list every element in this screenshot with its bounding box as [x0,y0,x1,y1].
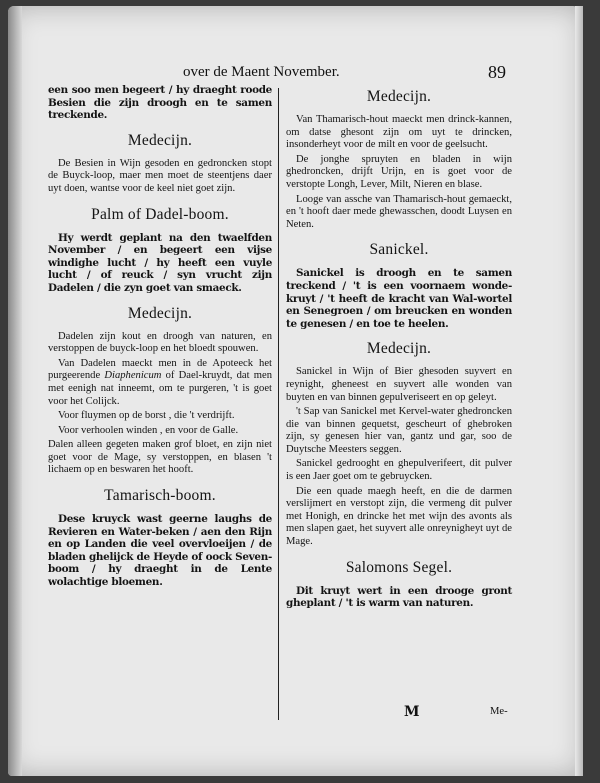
paragraph: Voor fluymen op de borst , die 't verdrijft. [58,410,235,422]
text-run: of Dael-kruydt, dat men met eenigh nat inneemt, om te purgeren, 't is goet voor het Colijck. [48,370,272,407]
section-heading-medecijn-2: Medecijn. [127,304,193,322]
left-column [48,84,272,593]
paragraph: Dalen alleen gegeten maken grof bloet, en zijn niet goet voor de Mage, sy verstoppen, en blasen 't lichaem op en beswaren het hooft. [48,439,272,476]
paragraph: Die een quade maegh heeft, en die de darmen verslijmert en verstopt zijn, die vermeng dit pulver met Honigh, en drincke het met wijn des avonts als men slapen gaet, het suyvert alle onreynigheyt uyt de Mage. [286,485,512,548]
paragraph: Looge van assche van Thamarisch-hout gemaeckt, en 't hooft daer mede ghewasschen, doodt Luysen en Neten. [286,193,512,230]
paragraph: De jonghe spruyten en bladen in wijn ghedroncken, drijft Urijn, en is goet voor de verstopte Longh, Lever, Milt, Nieren en blase. [286,153,512,190]
paragraph: De Besien in Wijn gesoden en gedroncken stopt de Buyck-loop, maer men moet de steentjens daer uyt doen, wantse voor de keel niet goet zijn. [48,157,272,194]
section-heading-tamarisch: Tamarisch-boom. [104,487,216,505]
page-number: 89 [488,62,506,82]
right-column [286,84,512,614]
intro-paragraph: een soo men begeert / hy draeght roode Besien die zijn droogh en te samen treckende. [48,84,272,122]
book-page [8,6,583,776]
paragraph: Sanickel is droogh en te samen treckend / 't is een voornaem wonde-kruyt / 't heeft de kracht van Wal-wortel en Senegroen / om breucken en wonden te genesen / en toe te heelen. [286,267,512,330]
italic-term: Diaphenicum [104,370,162,382]
section-heading-medecijn-1: Medecijn. [127,131,193,149]
paragraph [48,358,272,408]
paragraph: Hy werdt geplant na den twaelfden November / en begeert een vijse windighe lucht / hy heeft een vuyle lucht / of reuck / syn vrucht zijn Dadelen / die zyn goet van smaeck. [48,231,272,294]
paragraph: Voor verhoolen winden , en voor de Galle. [58,424,239,436]
page-edge [575,6,583,776]
text-run: Van Dadelen maeckt men in de Apoteeck het purgeerende [48,357,272,382]
paragraph: Van Thamarisch-hout maeckt men drinck-kannen, om datse ghesont zijn om uyt te drincken, insonderheyt voor de milt en voor de geelsucht. [286,114,512,151]
paragraph: Dese kruyck wast geerne laughs de Revieren en Water-beken / aen den Rijn en op Landen die veel overvloeijen / de bladen ghelijck de Heyde of oock Seven-boom / hy draeght in de Lente wolachtige bloemen. [48,513,272,589]
section-heading-medecijn-4: Medecijn. [366,340,432,358]
paragraph: 't Sap van Sanickel met Kervel-water ghedroncken die van binnen gequetst, gescheurt of ghebroken zijn, sy genesen hier van, gantz und gar, soo de Duytsche Meesters seggen. [286,406,512,455]
paragraph: Dadelen zijn kout en droogh van naturen, en verstoppen de buyck-loop en het bloedt spouwen. [48,330,272,355]
signature-mark: M [404,704,420,720]
column-divider [278,88,279,720]
section-heading-sanickel: Sanickel. [369,241,429,259]
catchword: Me- [490,706,508,717]
section-heading-medecijn-3: Medecijn. [366,88,432,105]
paragraph: Sanickel gedrooght en ghepulverifeert, dit pulver is een Jaer goet om te gebruycken. [286,458,512,483]
running-title: over de Maent November. [183,64,340,80]
section-heading-salomons-segel: Salomons Segel. [345,558,453,576]
section-heading-palm: Palm of Dadel-boom. [91,205,229,223]
paragraph: Dit kruyt wert in een drooge gront gheplant / 't is warm van naturen. [286,584,512,610]
paragraph: Sanickel in Wijn of Bier ghesoden suyvert en reynight, gheneest en suyvert alle wonden van buyten en van binnen gepulveriseert en op geleyt. [286,366,512,403]
page-binding [8,6,22,776]
